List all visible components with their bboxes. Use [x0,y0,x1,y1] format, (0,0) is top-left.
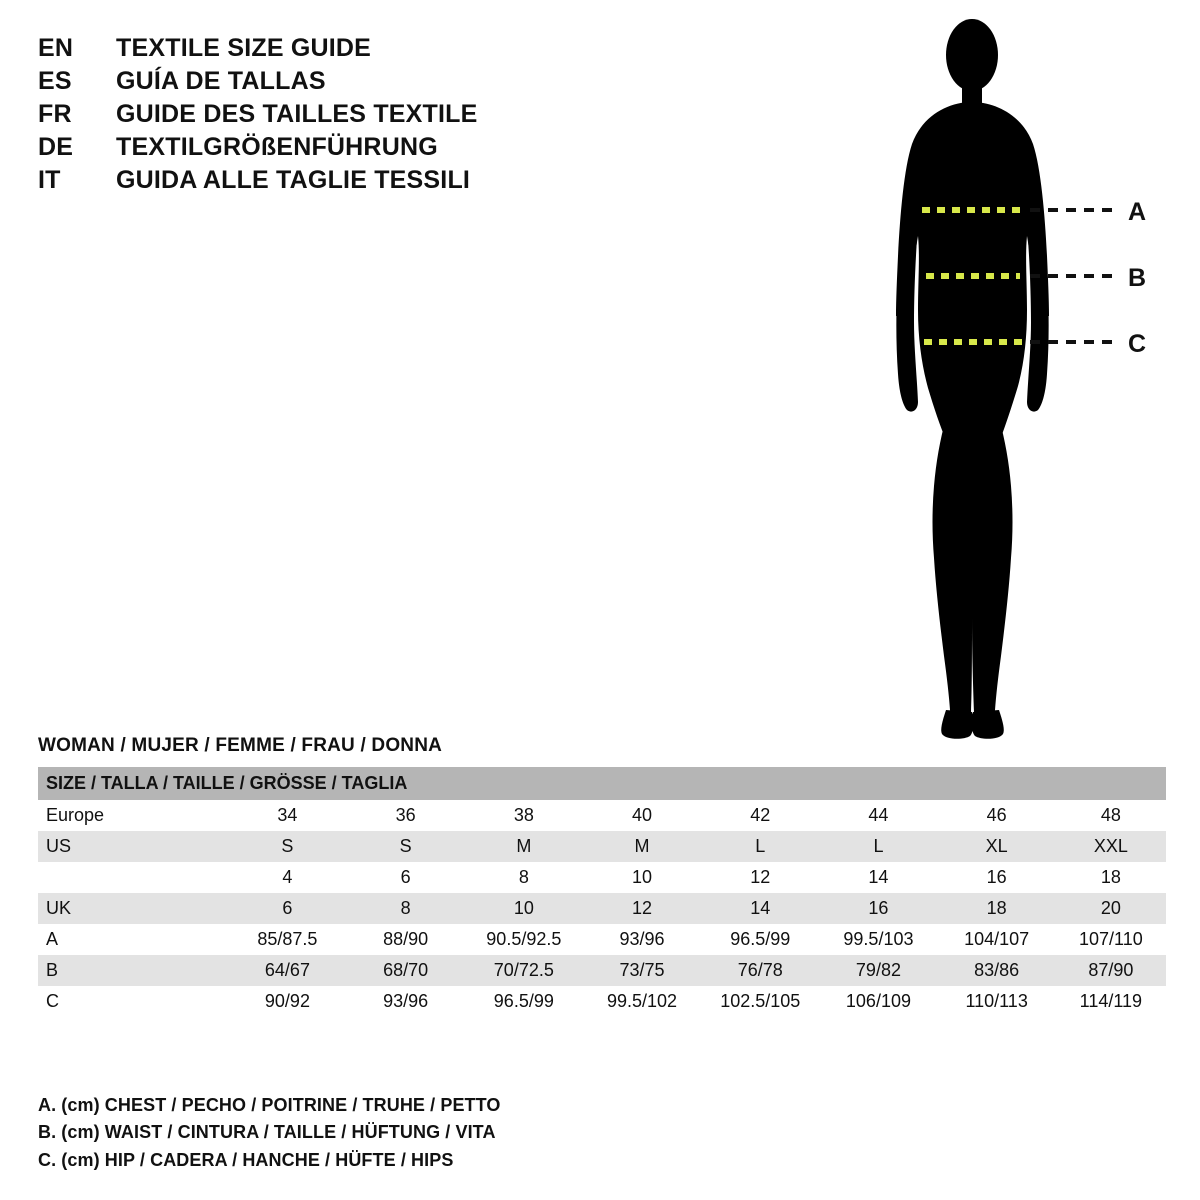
cell: 93/96 [619,929,665,949]
cell: 46 [986,805,1007,825]
cell: 93/96 [383,991,429,1011]
row-label-us: US [46,836,72,856]
cell: 114/119 [1079,991,1143,1011]
cell: XXL [1093,836,1128,856]
cell: 8 [400,898,411,918]
cell: 87/90 [1088,960,1134,980]
woman-silhouette-icon [860,10,1190,750]
figure-area [860,10,1190,750]
cell: 10 [632,867,653,887]
title-text-es: GUÍA DE TALLAS [116,67,326,95]
cell: 42 [750,805,771,825]
table-row [38,986,1166,1017]
cell: 16 [986,867,1007,887]
cell: 18 [1100,867,1121,887]
table-caption: WOMAN / MUJER / FEMME / FRAU / DONNA [38,735,443,756]
table-header-label: SIZE / TALLA / TAILLE / GRÖSSE / TAGLIA [46,773,408,793]
table-row [38,800,1166,831]
cell: 107/110 [1079,929,1143,949]
table-row [38,955,1166,986]
cell: 16 [868,898,889,918]
row-label-us-numeric [38,862,228,893]
footnote-a: A. (cm) CHEST / PECHO / POITRINE / TRUHE / PETTO [38,1095,501,1115]
cell: 110/113 [965,991,1028,1011]
title-row-es [38,65,558,98]
title-row-en [38,32,558,65]
table-row [38,893,1166,924]
cell: 14 [750,898,771,918]
cell: 96.5/99 [493,991,554,1011]
title-text-it: GUIDA ALLE TAGLIE TESSILI [116,166,471,194]
cell: 34 [277,805,298,825]
cell: 83/86 [974,960,1020,980]
cell: M [634,836,650,856]
row-label-a: A [46,929,59,949]
cell: XL [985,836,1008,856]
cell: 102.5/105 [720,991,801,1011]
cell: L [873,836,884,856]
title-lang-it: IT [38,166,61,194]
footnotes [38,1092,738,1174]
row-label-c: C [46,991,59,1011]
cell: 44 [868,805,889,825]
cell: 10 [513,898,534,918]
title-text-fr: GUIDE DES TAILLES TEXTILE [116,100,478,128]
marker-label-b: B [1128,264,1147,292]
footnote-c: C. (cm) HIP / CADERA / HANCHE / HÜFTE / HIPS [38,1149,454,1170]
cell: 68/70 [383,960,429,980]
row-label-europe: Europe [46,805,105,825]
cell: 14 [868,867,889,887]
footnote-b: B. (cm) WAIST / CINTURA / TAILLE / HÜFTUNG / VITA [38,1122,496,1143]
cell: 40 [632,805,653,825]
cell: 90/92 [264,991,310,1011]
cell: 99.5/103 [843,929,914,949]
table-row [38,862,1166,893]
cell: 12 [632,898,653,918]
cell: 12 [750,867,771,887]
row-label-b: B [46,960,59,980]
cell: 64/67 [264,960,310,980]
cell: 6 [282,898,293,918]
cell: 85/87.5 [257,929,318,949]
title-lang-es: ES [38,67,72,95]
title-row-it [38,164,558,197]
marker-label-a: A [1128,198,1147,226]
cell: S [281,836,294,856]
cell: M [516,836,532,856]
cell: 18 [986,898,1007,918]
cell: 36 [395,805,416,825]
cell: S [399,836,412,856]
title-block [38,32,558,197]
cell: 48 [1100,805,1121,825]
cell: 6 [400,867,411,887]
table-row [38,924,1166,955]
cell: 88/90 [383,929,429,949]
title-text-en: TEXTILE SIZE GUIDE [116,34,372,62]
cell: 8 [518,867,529,887]
cell: 104/107 [964,929,1030,949]
title-text-de: TEXTILGRÖßENFÜHRUNG [116,133,438,161]
table-row [38,831,1166,862]
cell: 76/78 [737,960,783,980]
cell: 70/72.5 [493,960,554,980]
cell: 96.5/99 [730,929,791,949]
cell: 73/75 [619,960,665,980]
size-table-block [38,735,1166,1017]
cell: 99.5/102 [607,991,678,1011]
cell: L [755,836,766,856]
cell: 20 [1100,898,1121,918]
row-label-uk: UK [46,898,72,918]
marker-label-c: C [1128,330,1147,358]
size-table [38,767,1166,1017]
cell: 90.5/92.5 [486,929,562,949]
table-header-row [38,767,1166,800]
title-lang-en: EN [38,34,74,62]
title-lang-fr: FR [38,100,72,128]
cell: 38 [513,805,534,825]
cell: 79/82 [855,960,901,980]
title-row-de [38,131,558,164]
title-row-fr [38,98,558,131]
cell: 106/109 [845,991,911,1011]
title-lang-de: DE [38,133,74,161]
cell: 4 [282,867,293,887]
